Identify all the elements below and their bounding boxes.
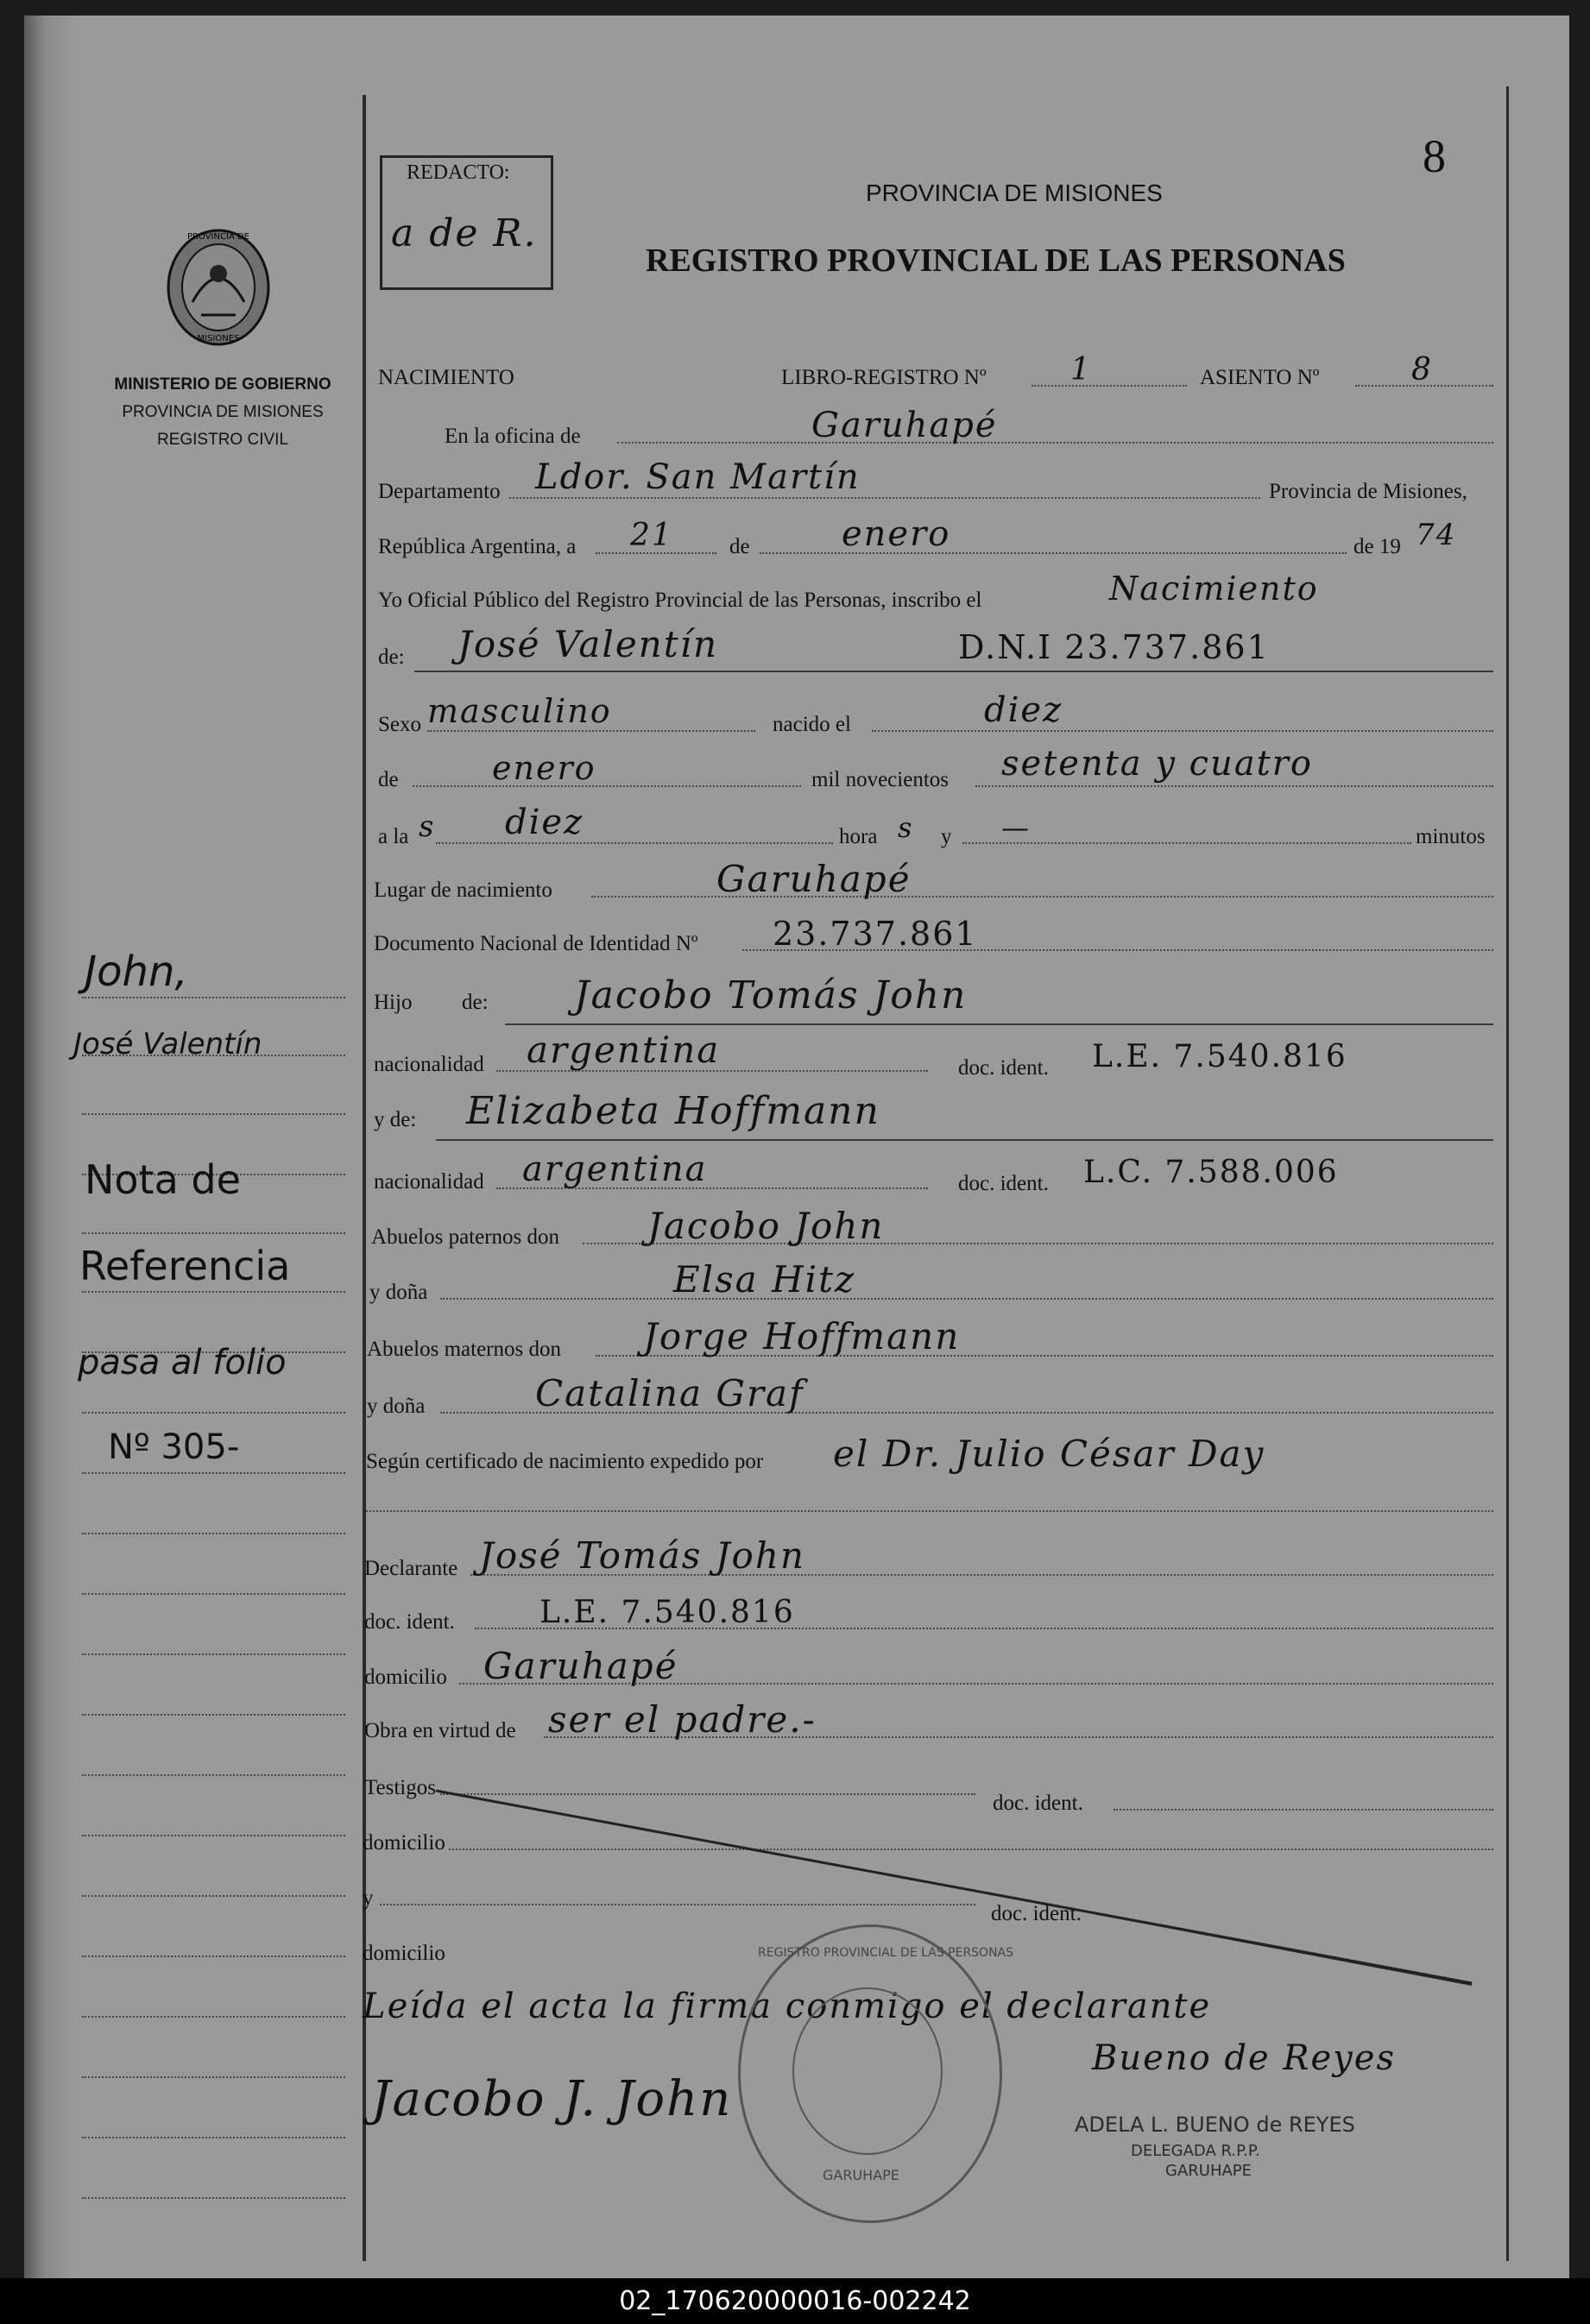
doc1-value: L.E. 7.540.816	[1092, 1039, 1347, 1074]
asiento-label: ASIENTO Nº	[1200, 366, 1320, 389]
doc2-label: doc. ident.	[958, 1172, 1049, 1195]
testigos-dom-label: domicilio	[363, 1831, 445, 1855]
sexo-value: masculino	[427, 692, 612, 730]
stamp-title: DELEGADA R.P.P.	[1131, 2142, 1260, 2160]
segun-value: el Dr. Julio César Day	[833, 1433, 1265, 1475]
ministry-line-1: MINISTERIO DE GOBIERNO	[114, 375, 331, 394]
y-label: y	[941, 825, 952, 848]
min-value: —	[1001, 811, 1031, 844]
madre-value: Elizabeta Hoffmann	[466, 1089, 880, 1133]
doc2-value: L.C. 7.588.006	[1083, 1155, 1339, 1190]
documento-label: Documento Nacional de Identidad Nº	[374, 932, 698, 955]
decl-dom-value: Garuhapé	[483, 1645, 678, 1687]
nacimiento-label: NACIMIENTO	[378, 366, 514, 389]
y-de-label: y de:	[374, 1108, 417, 1131]
declarante-value: José Tomás John	[479, 1534, 805, 1577]
margin-note-line-6: Nº 305-	[108, 1427, 240, 1467]
anio-label: de 19	[1353, 535, 1401, 558]
y2-label: y	[363, 1886, 374, 1910]
abuelos-paternos-label: Abuelos paternos don	[371, 1225, 560, 1249]
nacionalidad2-label: nacionalidad	[374, 1170, 484, 1193]
asiento-value: 8	[1411, 352, 1433, 387]
libro-value: 1	[1070, 352, 1092, 387]
doc1-label: doc. ident.	[958, 1056, 1049, 1080]
oficial-label: Yo Oficial Público del Registro Provincial de las Personas, inscribo el	[378, 589, 982, 612]
emblem-top-text: PROVINCIA DE	[187, 232, 249, 242]
y-dona2-value: Catalina Graf	[535, 1372, 804, 1414]
nacionalidad1-value: argentina	[527, 1029, 721, 1071]
hora-label: hora	[839, 825, 878, 848]
de-label: de	[729, 535, 750, 558]
testigos-label: Testigos	[364, 1776, 436, 1799]
oficial-value: Nacimiento	[1109, 570, 1319, 608]
republica-label: República Argentina, a	[378, 535, 577, 558]
ministry-line-2: PROVINCIA DE MISIONES	[122, 403, 324, 421]
stamp-name: ADELA L. BUENO de REYES	[1075, 2113, 1355, 2137]
province-title: PROVINCIA DE MISIONES	[866, 179, 1163, 206]
page-number: 8	[1423, 130, 1446, 182]
sexo-label: Sexo	[378, 713, 421, 736]
y-dona1-value: Elsa Hitz	[673, 1258, 856, 1301]
lugar-value: Garuhapé	[716, 858, 912, 900]
dia-value: 21	[630, 518, 673, 553]
seal-inner-text: GARUHAPE	[823, 2167, 899, 2183]
ala-label: a la	[378, 825, 409, 848]
declarant-signature: Jacobo J. John	[371, 2071, 733, 2127]
stamp-place: GARUHAPE	[1165, 2162, 1252, 2180]
seal-text: REGISTRO PROVINCIAL DE LAS PERSONAS	[758, 1946, 1014, 1960]
de3-label: de	[378, 768, 399, 791]
departamento-label: Departamento	[378, 480, 501, 503]
dni-value: D.N.I 23.737.861	[958, 628, 1270, 666]
hijo-label: Hijo	[374, 991, 413, 1014]
testigos-doc-label: doc. ident.	[993, 1792, 1083, 1815]
redacto-label: REDACTO:	[407, 161, 510, 184]
decl-dom-label: domicilio	[364, 1666, 447, 1689]
oficina-value: Garuhapé	[811, 406, 998, 445]
margin-note-line-2: José Valentín	[73, 1027, 262, 1061]
hora-s: s	[898, 811, 914, 844]
margin-note-line-1: John,	[85, 948, 188, 996]
padre-value: Jacobo Tomás John	[574, 973, 968, 1017]
hijo-de-label: de:	[462, 991, 489, 1014]
minutos-label: minutos	[1416, 825, 1486, 848]
decl-doc-label: doc. ident.	[364, 1610, 455, 1634]
anio2-value: setenta y cuatro	[1001, 744, 1313, 784]
ala-value: s	[419, 809, 436, 844]
nacionalidad2-value: argentina	[522, 1149, 708, 1189]
libro-label: LIBRO-REGISTRO Nº	[781, 366, 987, 389]
documento-value: 23.737.861	[773, 915, 978, 953]
registry-title: REGISTRO PROVINCIAL DE LAS PERSONAS	[646, 242, 1346, 279]
decl-doc-value: L.E. 7.540.816	[539, 1595, 795, 1630]
de2-label: de:	[378, 646, 405, 669]
margin-note-line-4: Referencia	[79, 1243, 291, 1289]
oficina-label: En la oficina de	[445, 425, 581, 448]
testigos-dom2-label: domicilio	[363, 1942, 445, 1965]
abuelos-paternos-value: Jacobo John	[647, 1205, 885, 1247]
horas-value: diez	[505, 803, 584, 842]
archive-id-footer: 02_170620000016-002242	[0, 2278, 1590, 2324]
obra-value: ser el padre.-	[548, 1698, 817, 1741]
testigos-doc2-label: doc. ident.	[991, 1902, 1082, 1925]
abuelos-maternos-value: Jorge Hoffmann	[643, 1315, 961, 1357]
ministry-line-3: REGISTRO CIVIL	[156, 431, 289, 449]
mil-label: mil novecientos	[811, 768, 949, 791]
mes-value: enero	[842, 514, 951, 554]
redacto-value: a de R.	[391, 211, 538, 255]
declarante-label: Declarante	[364, 1557, 458, 1580]
abuelos-maternos-label: Abuelos maternos don	[367, 1338, 561, 1361]
nacido-label: nacido el	[773, 713, 851, 736]
departamento-value: Ldor. San Martín	[535, 457, 861, 497]
margin-note-line-5: pasa al folio	[78, 1343, 287, 1382]
registry-round-seal	[738, 1924, 1014, 2223]
y-dona2-label: y doña	[367, 1395, 426, 1418]
emblem-bottom-text: MISIONES	[197, 334, 240, 343]
closing-text: Leída el acta la firma conmigo el declarante	[363, 1987, 1212, 2026]
mes2-value: enero	[492, 749, 596, 787]
y-dona1-label: y doña	[369, 1281, 428, 1304]
officer-signature: Bueno de Reyes	[1092, 2038, 1396, 2078]
nombre-value: José Valentín	[457, 623, 719, 665]
nacionalidad1-label: nacionalidad	[374, 1053, 484, 1076]
margin-note-line-3: Nota de	[85, 1156, 241, 1203]
obra-label: Obra en virtud de	[364, 1719, 516, 1742]
nacido-value: diez	[984, 690, 1063, 730]
anio-value: 74	[1416, 518, 1457, 552]
provincia-label: Provincia de Misiones,	[1269, 480, 1467, 503]
lugar-label: Lugar de nacimiento	[374, 879, 552, 902]
segun-label: Según certificado de nacimiento expedido por	[366, 1450, 764, 1473]
